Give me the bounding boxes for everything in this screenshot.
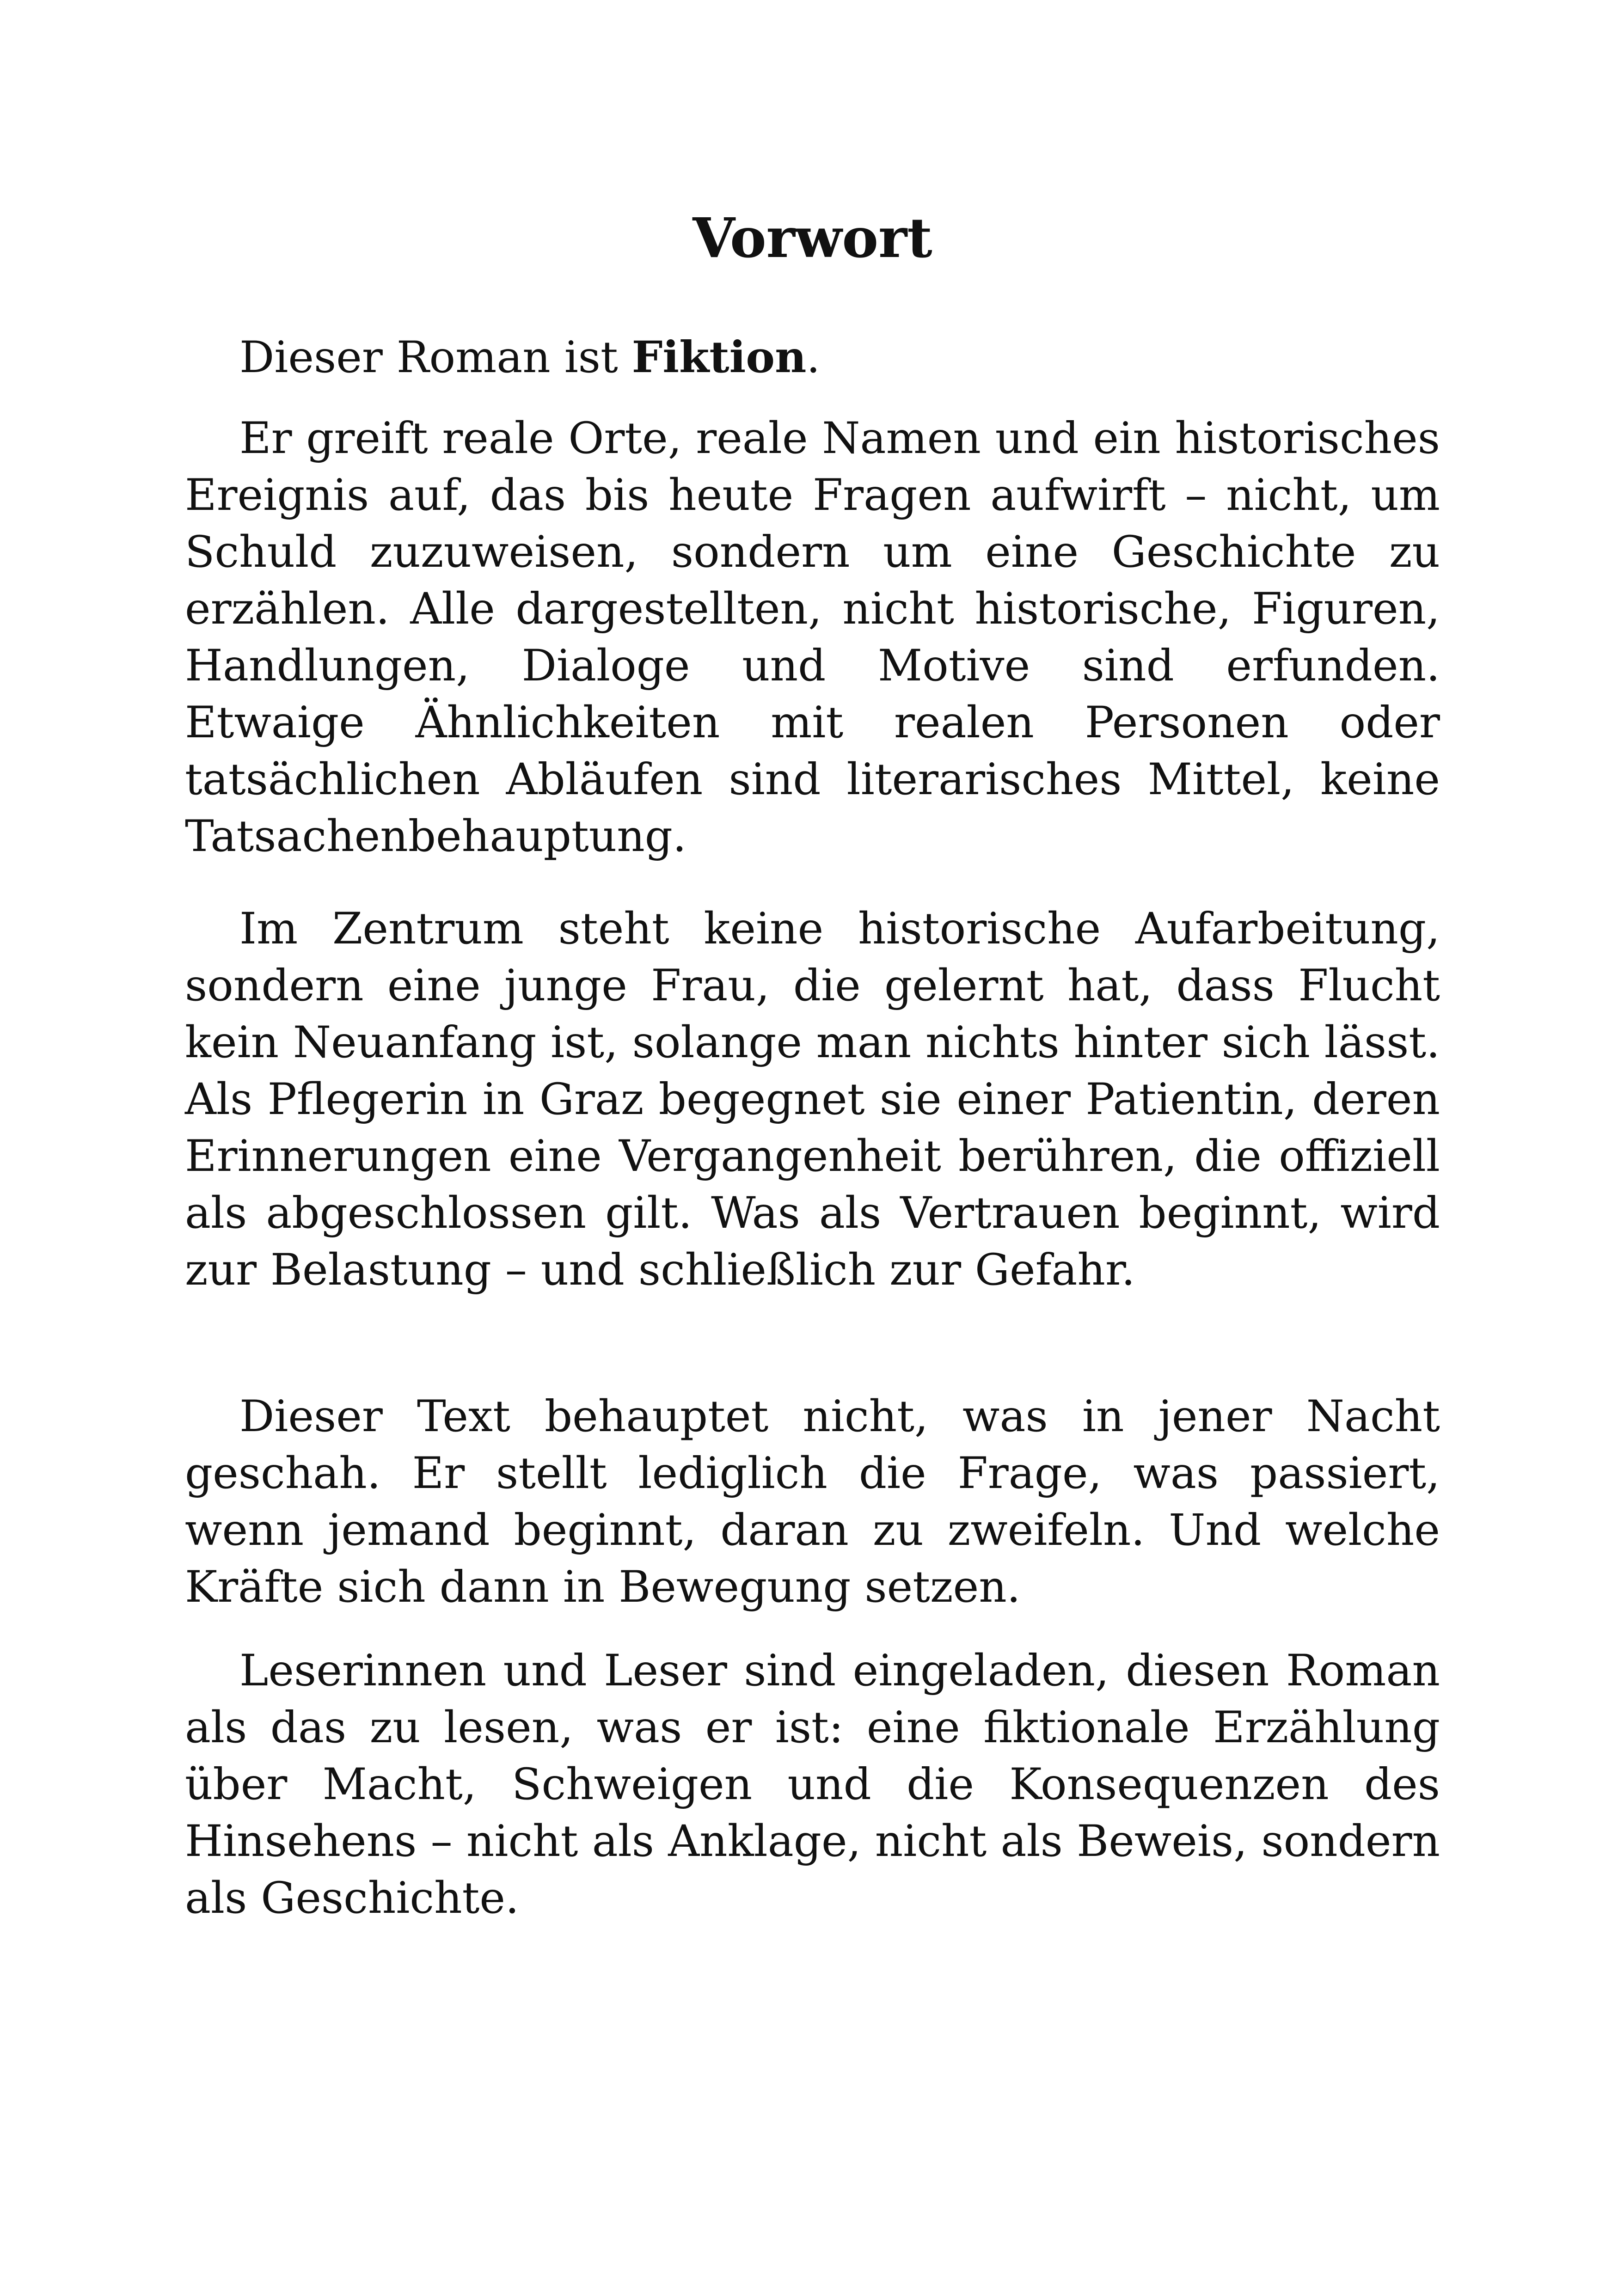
paragraph-reader-invitation: Leserinnen und Leser sind eingeladen, diesen Roman als das zu lesen, was er ist: eine fiktionale Erzählung über Macht, Schweigen und die Konsequenzen des Hinsehens – nicht als Anklage, nicht als Beweis, sondern als Geschichte. — [185, 1646, 1440, 1923]
page-title: Vorwort — [693, 206, 932, 270]
paragraph-text-question: Dieser Text behauptet nicht, was in jener Nacht geschah. Er stellt lediglich die Frage, was passiert, wenn jemand beginnt, daran zu zweifeln. Und welche Kräfte sich dann in Bewegung setzen. — [185, 1391, 1440, 1612]
paragraph-fiction-end: . — [806, 332, 821, 383]
paragraph-story-center: Im Zentrum steht keine historische Aufarbeitung, sondern eine junge Frau, die gelernt hat, dass Flucht kein Neuanfang ist, solange man nichts hinter sich lässt. Als Pflegerin in Graz begegnet sie einer Patientin, deren Erinnerungen eine Vergangenheit berühren, die offiziell als abgeschlossen gilt. Was als Vertrauen beginnt, wird zur Belastung – und schließlich zur Gefahr. — [185, 904, 1440, 1295]
paragraph-fiction-text: Dieser Roman ist — [239, 332, 632, 383]
fiction-emphasis: Fiktion — [631, 332, 807, 383]
paragraph-disclaimer: Er greift reale Orte, reale Namen und ein historisches Ereignis auf, das bis heute Fragen aufwirft – nicht, um Schuld zuzuweisen, sondern um eine Geschichte zu erzählen. Alle dargestellten, nicht historische, Figuren, Handlungen, Dialoge und Motive sind erfunden. Etwaige Ähnlichkeiten mit realen Personen oder tatsächlichen Abläufen sind literarisches Mittel, keine Tatsachenbehauptung. — [185, 413, 1440, 862]
paragraph-fiction-statement — [185, 329, 1440, 386]
